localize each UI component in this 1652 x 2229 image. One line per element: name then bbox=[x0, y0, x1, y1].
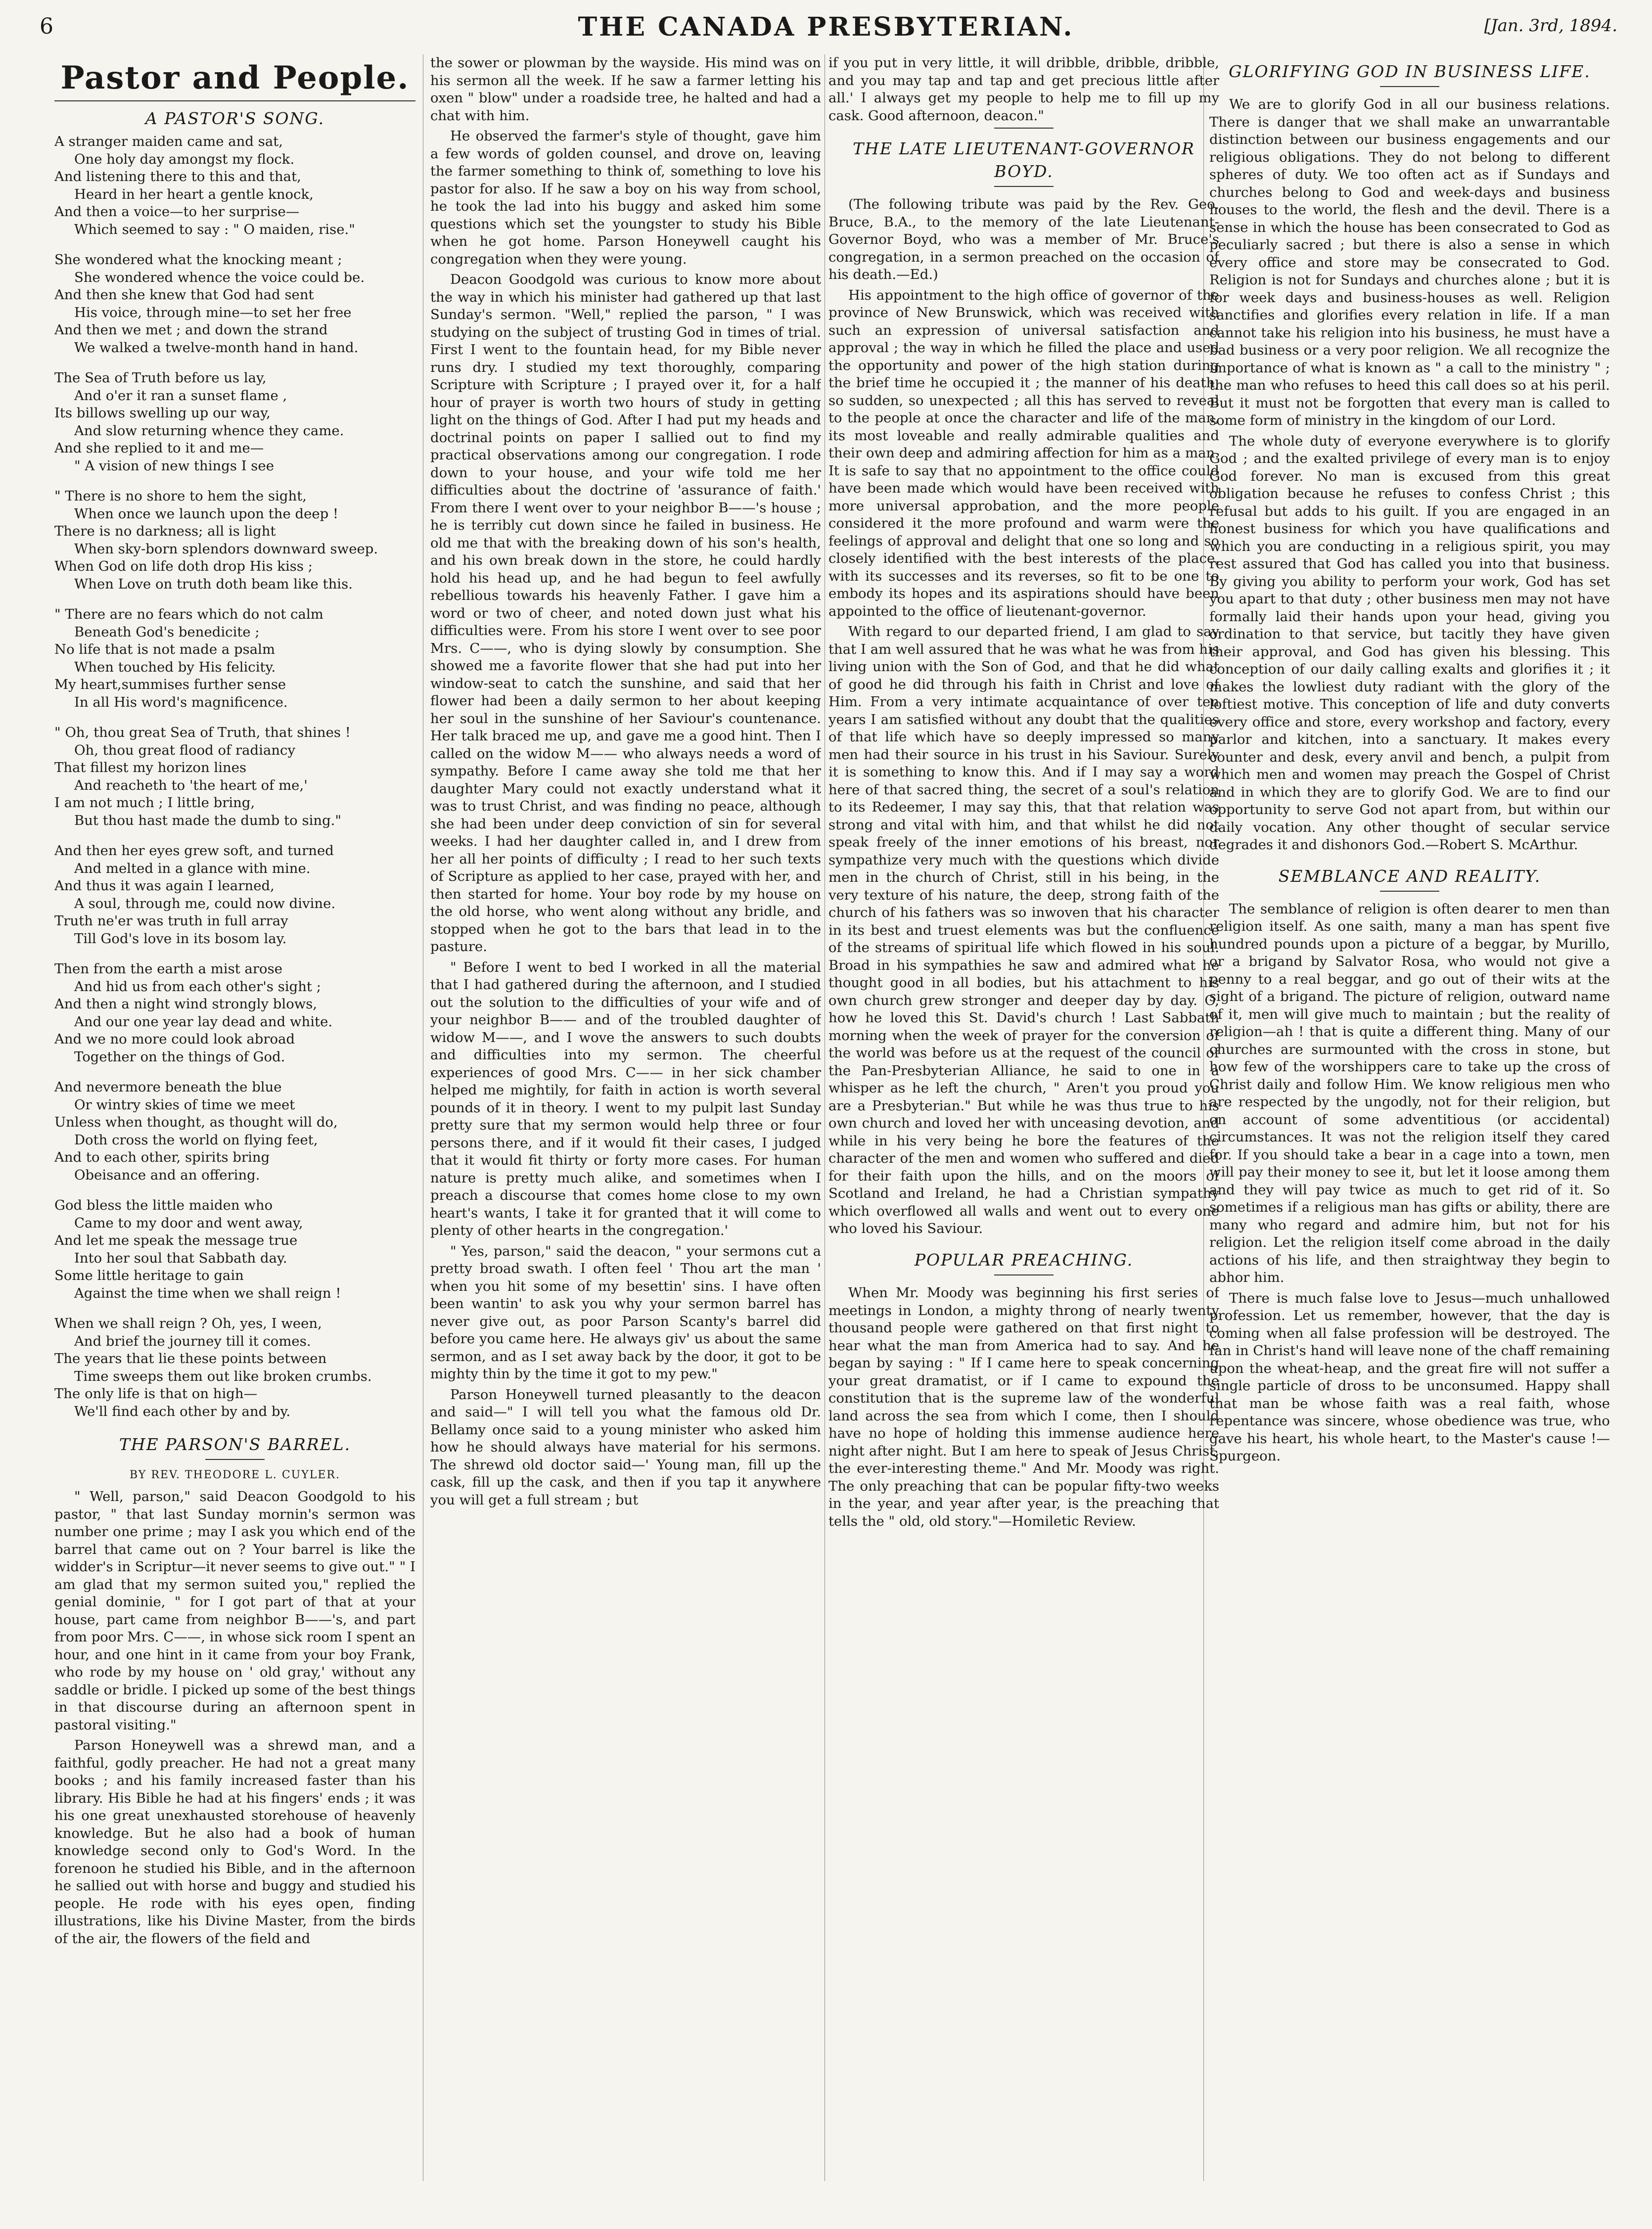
title-rule bbox=[1380, 86, 1439, 87]
poem-line: A soul, through me, could now divine. bbox=[74, 895, 336, 911]
paragraph: " Well, parson," said Deacon Goodgold to his pastor, " that last Sunday mornin's sermon was number one prime ; may I ask you which end of the barrel that came out on ? Your barrel is like the widder's in Scriptur—it never seems to give out." " I am glad that my sermon suited you," replied the genial dominie, " for I got part of that at your house, part came from neighbor B——'s, and part from poor Mrs. C——, in whose sick room I spent an hour, and one hint in it came from your boy Frank, who rode by my house on ' old gray,' without any saddle or bridle. I picked up some of the best things in that discourse during an afternoon spent in pastoral visiting." bbox=[54, 1489, 415, 1733]
poem-line: " A vision of new things I see bbox=[74, 457, 274, 474]
heading-rule bbox=[54, 100, 415, 101]
poem-line: The years that lie these points between bbox=[54, 1351, 327, 1367]
poem-line: And hid us from each other's sight ; bbox=[74, 978, 321, 995]
poem-line: That fillest my horizon lines bbox=[54, 760, 247, 776]
article-title: THE LATE LIEUTENANT-GOVERNOR BOYD. bbox=[853, 139, 1195, 182]
poem-stanza bbox=[54, 1197, 415, 1302]
poem-line: And listening there to this and that, bbox=[54, 169, 301, 185]
poem-line: And she replied to it and me— bbox=[54, 440, 264, 456]
poem-line: And brief the journey till it comes. bbox=[74, 1333, 311, 1349]
poem-line: When Love on truth doth beam like this. bbox=[74, 576, 353, 592]
article-body bbox=[1209, 96, 1610, 854]
poem-line: She wondered whence the voice could be. bbox=[74, 269, 365, 285]
poem-line: And then we met ; and down the strand bbox=[54, 322, 328, 338]
poem-line: No life that is not made a psalm bbox=[54, 641, 275, 658]
paragraph: Parson Honeywell turned pleasantly to the deacon and said—" I will tell you what the famous old Dr. Bellamy once said to a young minister who asked him how he should always have material for his sermons. The shrewd old doctor said—' Young man, fill up the cask, fill up the cask, and then if you tap it anywhere you will get a full stream ; but bbox=[430, 1386, 821, 1508]
poem-line: We walked a twelve-month hand in hand. bbox=[74, 339, 359, 356]
poem-line: In all His word's magnificence. bbox=[74, 694, 288, 710]
paragraph: The semblance of religion is often dearer to men than religion itself. As one saith, many a man has spent five hundred pounds upon a picture of a beggar, by Murillo, or a brigand by Salvator Rosa, who would not give a penny to a real beggar, and go out of their wits at the sight of a brigand. The picture of religion, outward name of it, men will give much to maintain ; but the reality of religion—ah ! that is quite a different thing. Many of our churches are surmounted with the cross in stone, but how few of the worshippers care to take up the cross of Christ daily and follow Him. We know religious men who are respected by the ungodly, not for their religion, but on account of some adventitious (or accidental) circumstances. It was not the religion itself they cared for. If you should take a bear in a cage into a town, men will pay their money to see it, but let it loose among them and they will pay twice as much to get rid of it. So sometimes if a religious man has gifts or ability, there are many who regard and admire him, but not for his religion. Let the religion itself come abroad in the daily actions of his life, and then straightway they begin to abhor him. bbox=[1209, 901, 1610, 1286]
poem-line: And reacheth to 'the heart of me,' bbox=[74, 777, 308, 793]
paragraph: Parson Honeywell was a shrewd man, and a faithful, godly preacher. He had not a great many books ; and his family increased faster than his library. His Bible he had at his fingers' ends ; it was his one great unexhausted storehouse of heavenly knowledge. But he also had a book of human knowledge second only to God's Word. In the forenoon he studied his Bible, and in the afternoon he sallied out with horse and buggy and studied his people. He rode with his eyes open, finding illustrations, like his Divine Master, from the birds of the air, the flowers of the field and bbox=[54, 1737, 415, 1947]
paragraph: " Yes, parson," said the deacon, " your sermons cut a pretty broad swath. I often feel ' Thou art the man ' when you hit some of my besettin' sins. I have often been wantin' to ask you why your sermon barrel has never give out, as poor Parson Scanty's barrel did before you came here. He always giv' us about the same sermon, and as I set away back by the door, it got to be mighty thin by the time it got to my pew." bbox=[430, 1243, 821, 1382]
column-2 bbox=[430, 54, 821, 2201]
poem-line: Till God's love in its bosom lay. bbox=[74, 930, 287, 947]
paragraph: There is much false love to Jesus—much unhallowed profession. Let us remember, however, that the day is coming when all false profession will be destroyed. The fan in Christ's hand will leave none of the chaff remaining upon the wheat-heap, and the great fire will not suffer a single particle of dross to be unconsumed. Happy shall that man be whose faith was a real faith, whose repentance was sincere, whose obedience was true, who gave his heart, his whole heart, to the Master's cause !—Spurgeon. bbox=[1209, 1290, 1610, 1464]
poem-line: Which seemed to say : " O maiden, rise." bbox=[74, 221, 355, 237]
paragraph: the sower or plowman by the wayside. His mind was on his sermon all the week. If he saw a farmer letting his oxen " blow" under a roadside tree, he halted and had a chat with him. bbox=[430, 55, 821, 124]
paragraph: if you put in very little, it will dribble, dribble, dribble, and you may tap and tap and get precious little after all.' I always get my people to help me to fill up my cask. Good afternoon, deacon." bbox=[828, 55, 1219, 124]
poem-line: There is no darkness; all is light bbox=[54, 523, 276, 540]
poem-stanza bbox=[54, 960, 415, 1066]
title-rule bbox=[205, 1459, 265, 1460]
column-4 bbox=[1209, 54, 1610, 2201]
article-body-continued bbox=[828, 54, 1219, 125]
paragraph: The whole duty of everyone everywhere is to glorify God ; and the exalted privilege of every man is to enjoy God forever. No man is excused from this great obligation because he refuses to confess Christ ; this refusal but adds to his guilt. If you are engaged in an honest business for which you have qualifications and which you are conducting in a religious spirit, you may rest assured that God has called you into that business. By giving you ability to perform your work, God has set you apart to that duty ; other business men may not have formally laid their hands upon your head, giving you ordination to that service, but tacitly they have given their approval, and God has given his blessing. This conception of our daily calling exalts and glorifies it ; it makes the lowliest duty radiant with the glory of the loftiest motive. This conception of life and duty converts every office and store, every workshop and factory, every parlor and kitchen, into a sanctuary. It makes every counter and desk, every anvil and bench, a pulpit from which men and women may preach the Gospel of Christ and in which they are to glorify God. We are to find our opportunity to serve God not apart from, but within our daily vocation. Any other thought of secular service degrades it and dishonors God.—Robert S. McArthur. bbox=[1209, 433, 1610, 853]
byline: BY REV. THEODORE L. CUYLER. bbox=[130, 1469, 340, 1482]
poem-line: Unless when thought, as thought will do, bbox=[54, 1114, 338, 1131]
poem-body bbox=[54, 133, 415, 1420]
poem-line: My heart,summises further sense bbox=[54, 677, 286, 693]
poem-line: And then she knew that God had sent bbox=[54, 287, 314, 303]
article-title: THE PARSON'S BARREL. bbox=[119, 1435, 351, 1455]
poem-line: And our one year lay dead and white. bbox=[74, 1013, 333, 1030]
poem-line: When sky-born splendors downward sweep. bbox=[74, 541, 378, 557]
poem-line: " There is no shore to hem the sight, bbox=[54, 488, 307, 504]
article-body bbox=[1209, 901, 1610, 1465]
poem-line: Oh, thou great flood of radiancy bbox=[74, 742, 295, 758]
paragraph: He observed the farmer's style of thought, gave him a few words of golden counsel, and drove on, leaving the farmer something to think of, something to love his pastor for also. If he saw a boy on his way from school, he took the lad into his buggy and asked him some questions which set the youngster to study his Bible when he got home. Parson Honeywell caught his congregation when they were young. bbox=[430, 128, 821, 267]
poem-line: And then her eyes grew soft, and turned bbox=[54, 843, 334, 859]
poem-stanza bbox=[54, 369, 415, 475]
poem-line: Beneath God's benedicite ; bbox=[74, 624, 260, 640]
poem-line: Obeisance and an offering. bbox=[74, 1167, 260, 1183]
masthead: THE CANADA PRESBYTERIAN. bbox=[578, 12, 1074, 42]
title-rule bbox=[1380, 891, 1439, 892]
paragraph: With regard to our departed friend, I am glad to say that I am well assured that he was what he was from his living union with the Son of God, and that he did what of good he did through his faith in Christ and love of Him. From a very intimate acquaintance of over ten years I am satisfied without any doubt that the qualities of that life which have so deeply impressed so many men had their source in his trust in his Saviour. Surely it is something to know this. And if I may say a word here of that sacred thing, the secret of a soul's relation to its Redeemer, I may say this, that that relation was strong and vital with him, and that whilst he did not speak freely of the inner emotions of his breast, nor sympathize very much with the questions which divide men in the church of Christ, still in his being, in the very texture of his nature, the deep, strong faith of the church of his fathers was so inwoven that his character in its best and truest elements was but the confluence of the streams of spiritual life which flowed in his soul. Broad in his sympathies he saw and admired what he thought good in all bodies, but his attachment to his own church grew stronger and deeper day by day. O, how he loved this St. David's church ! Last Sabbath morning when the week of prayer for the conversion of the world was before us at the request of the council of the Pan-Presbyterian Alliance, he said to one in a whisper as he left the church, " Aren't you proud you are a Presbyterian." But while he was thus true to his own church and loved her with unceasing devotion, and while in his very being he bore the features of the character of the men and women who suffered and died for their faith upon the hills, and on the moors of Scotland and Ireland, he had a Christian sympathy which overflowed all walls and went out to every one who loved his Saviour. bbox=[828, 624, 1219, 1237]
poem-stanza bbox=[54, 724, 415, 829]
article-body bbox=[54, 1488, 415, 1948]
poem-line: And then a night wind strongly blows, bbox=[54, 996, 318, 1012]
poem-line: The Sea of Truth before us lay, bbox=[54, 370, 267, 386]
poem-line: Then from the earth a mist arose bbox=[54, 961, 282, 977]
poem-line: And we no more could look abroad bbox=[54, 1031, 295, 1047]
poem-line: And slow returning whence they came. bbox=[74, 422, 344, 439]
column-1 bbox=[54, 54, 415, 2201]
poem-stanza bbox=[54, 1079, 415, 1184]
title-rule bbox=[994, 186, 1054, 187]
paragraph: We are to glorify God in all our business relations. There is danger that we shall make an unwarrantable distinction between our business engagements and our religious obligations. They do not belong to different spheres of duty. We too often act as if Sundays and churches belong to God and week-days and business houses to the world, the flesh and the devil. There is a sense in which the house has been consecrated to God as peculiarly sacred ; but there is also a sense in which every office and store may be consecrated to God. Religion is not for Sundays and churches alone ; but it is for week days and business-houses as well. Religion sanctifies and glorifies every relation in life. If a man cannot take his religion into his business, he must have a bad business or a very poor religion. We all recognize the importance of what is known as " a call to the ministry " ; the man who refuses to heed this call does so at his peril. But it must not be forgotten that every man is called to some form of ministry in the kingdom of our Lord. bbox=[1209, 96, 1610, 429]
poem-line: We'll find each other by and by. bbox=[74, 1403, 291, 1419]
poem-line: His voice, through mine—to set her free bbox=[74, 304, 352, 320]
department-heading: Pastor and People. bbox=[60, 59, 410, 96]
article-body bbox=[828, 1284, 1219, 1530]
article-body bbox=[828, 196, 1219, 1238]
poem-line: And melted in a glance with mine. bbox=[74, 860, 311, 876]
poem-line: When touched by His felicity. bbox=[74, 659, 276, 675]
poem-line: And o'er it ran a sunset flame , bbox=[74, 387, 287, 404]
poem-line: She wondered what the knocking meant ; bbox=[54, 252, 342, 268]
column-3 bbox=[828, 54, 1219, 2201]
poem-stanza bbox=[54, 488, 415, 593]
poem-line: And thus it was again I learned, bbox=[54, 878, 275, 894]
poem-line: Some little heritage to gain bbox=[54, 1268, 244, 1284]
poem-line: Came to my door and went away, bbox=[74, 1215, 303, 1231]
section-rule bbox=[994, 128, 1054, 129]
article-title: SEMBLANCE AND REALITY. bbox=[1278, 866, 1541, 886]
poem-line: Into her soul that Sabbath day. bbox=[74, 1250, 287, 1266]
poem-line: But thou hast made the dumb to sing." bbox=[74, 812, 342, 828]
poem-line: Against the time when we shall reign ! bbox=[74, 1285, 341, 1301]
poem-line: And to each other, spirits bring bbox=[54, 1149, 270, 1166]
poem-stanza bbox=[54, 133, 415, 238]
article-title: GLORIFYING GOD IN BUSINESS LIFE. bbox=[1229, 62, 1591, 81]
page-number: 6 bbox=[40, 14, 53, 39]
poem-line: A stranger maiden came and sat, bbox=[54, 134, 283, 150]
poem-line: " There are no fears which do not calm bbox=[54, 606, 323, 623]
poem-line: I am not much ; I little bring, bbox=[54, 795, 255, 811]
paragraph: (The following tribute was paid by the Rev. Geo. Bruce, B.A., to the memory of the late Lieutenant-Governor Boyd, who was a member of Mr. Bruce's congregation, in a sermon preached on the occasion of his death.—Ed.) bbox=[828, 196, 1219, 283]
poem-line: And let me speak the message true bbox=[54, 1232, 298, 1249]
poem-line: And nevermore beneath the blue bbox=[54, 1079, 282, 1095]
poem-line: When once we launch upon the deep ! bbox=[74, 505, 339, 522]
poem-stanza bbox=[54, 606, 415, 711]
poem-line: Its billows swelling up our way, bbox=[54, 405, 271, 421]
poem-line: And then a voice—to her surprise— bbox=[54, 204, 300, 220]
poem-line: Truth ne'er was truth in full array bbox=[54, 913, 288, 929]
paragraph: Deacon Goodgold was curious to know more about the way in which his minister had gathered up that last Sunday's sermon. "Well," replied the parson, " I was studying on the subject of trusting God in times of trial. First I went to the fountain head, for my Bible never runs dry. I studied my text thoroughly, comparing Scripture with Scripture ; I prayed over it, for a half hour of prayer is worth two hours of study in getting light on the things of God. After I had put my heads and doctrinal points on paper I sallied out to find my practical observations among our congregation. I rode down to your house, and your wife told me her difficulties about the doctrine of 'assurance of faith.' From there I went over to your neighbor B——'s house ; he is terribly cut down since he failed in business. He old me that with the breaking down of his son's health, and his own break down in the store, he could hardly hold his head up, and he had begun to feel awfully rebellious towards his heavenly Father. I gave him a word or two of cheer, and noted down just what his difficulties were. From his store I went over to see poor Mrs. C——, who is dying slowly by consumption. She showed me a favorite flower that she had put into her window-seat to catch the sunshine, and said that her flower had been a daily sermon to her about keeping her soul in the sunshine of her Saviour's countenance. Her talk braced me up, and gave me a good hint. Then I called on the widow M—— who always needs a word of sympathy. Before I came away she told me that her daughter Mary could not exactly understand what it was to trust Christ, and was finding no peace, although she had been under deep conviction of sin for several weeks. I had her daughter called in, and I drew from her all her points of difficulty ; I read to her such texts of Scripture as applied to her case, prayed with her, and then started for home. Your boy rode by my house on the old horse, who went along without any bridle, and stopped when he got to the bars that lead in to the pasture. bbox=[430, 272, 821, 955]
poem-line: God bless the little maiden who bbox=[54, 1197, 273, 1214]
poem-line: Heard in her heart a gentle knock, bbox=[74, 186, 314, 202]
poem-line: " Oh, thou great Sea of Truth, that shines ! bbox=[54, 725, 351, 741]
paragraph: His appointment to the high office of governor of the province of New Brunswick, which was received with such an expression of universal satisfaction and approval ; the way in which he filled the place and used the opportunity and power of the high station during the brief time he occupied it ; the manner of his death, so sudden, so unexpected ; all this has served to reveal to the people at once the character and life of the man, its most loveable and really admirable qualities and their own deep and admiring affection for him as a man. It is safe to say that no appointment to the office could have been made which would have been received with more universal approbation, and the more people considered it the more profound and warm were the feelings of approval and delight that one so long and so closely identified with the best interests of the place, with its successes and its reverses, so fit to be one to embody its hopes and its aspirations should have been appointed to the office of lieutenant-governor. bbox=[828, 287, 1219, 619]
poem-line: Or wintry skies of time we meet bbox=[74, 1096, 295, 1113]
poem-stanza bbox=[54, 842, 415, 948]
page-header bbox=[35, 10, 1617, 45]
article-title: POPULAR PREACHING. bbox=[914, 1250, 1134, 1270]
poem-line: When God on life doth drop His kiss ; bbox=[54, 558, 313, 575]
poem-line: When we shall reign ? Oh, yes, I ween, bbox=[54, 1316, 322, 1332]
poem-stanza bbox=[54, 1315, 415, 1420]
poem-line: Doth cross the world on flying feet, bbox=[74, 1132, 318, 1148]
poem-title: A PASTOR'S SONG. bbox=[145, 109, 325, 128]
paragraph: When Mr. Moody was beginning his first series of meetings in London, a mighty throng of nearly twenty thousand people were gathered on that first night to hear what the man from America had to say. And he began by saying : " If I came here to speak concerning your great dramatist, or if I came to expound the constitution that is the supreme law of the wonderful land across the sea from which I come, then I should have no hope of holding this immense audience here night after night. But I am here to speak of Jesus Christ, the ever-interesting theme." And Mr. Moody was right. The only preaching that can be popular fifty-two weeks in the year, and year after year, is the preaching that tells the " old, old story."—Homiletic Review. bbox=[828, 1285, 1219, 1529]
article-body-continued bbox=[430, 54, 821, 1509]
issue-date: [Jan. 3rd, 1894. bbox=[1484, 16, 1617, 36]
poem-line: One holy day amongst my flock. bbox=[74, 151, 295, 167]
poem-line: Together on the things of God. bbox=[74, 1048, 285, 1065]
poem-stanza bbox=[54, 251, 415, 357]
poem-line: The only life is that on high— bbox=[54, 1386, 258, 1402]
title-rule bbox=[994, 1274, 1054, 1275]
poem-line: Time sweeps them out like broken crumbs. bbox=[74, 1368, 372, 1384]
paragraph: " Before I went to bed I worked in all the material that I had gathered during the afternoon, and I studied out the solution to the difficulties of your wife and of your neighbor B—— and of the troubled daughter of widow M——, and I wove the answers to such doubts and difficulties into my sermon. The cheerful experiences of good Mrs. C—— in her sick chamber helped me mightily, for faith in action is worth several pounds of it in theory. I went to my pulpit last Sunday pretty sure that my sermon would help three or four persons there, and if it would fit their cases, I judged that it would fit thirty or forty more cases. For human nature is pretty much alike, and sometimes when I preach a discourse that comes home close to my own heart's wants, I take it for granted that it will come to plenty of other hearts in the congregation.' bbox=[430, 959, 821, 1238]
